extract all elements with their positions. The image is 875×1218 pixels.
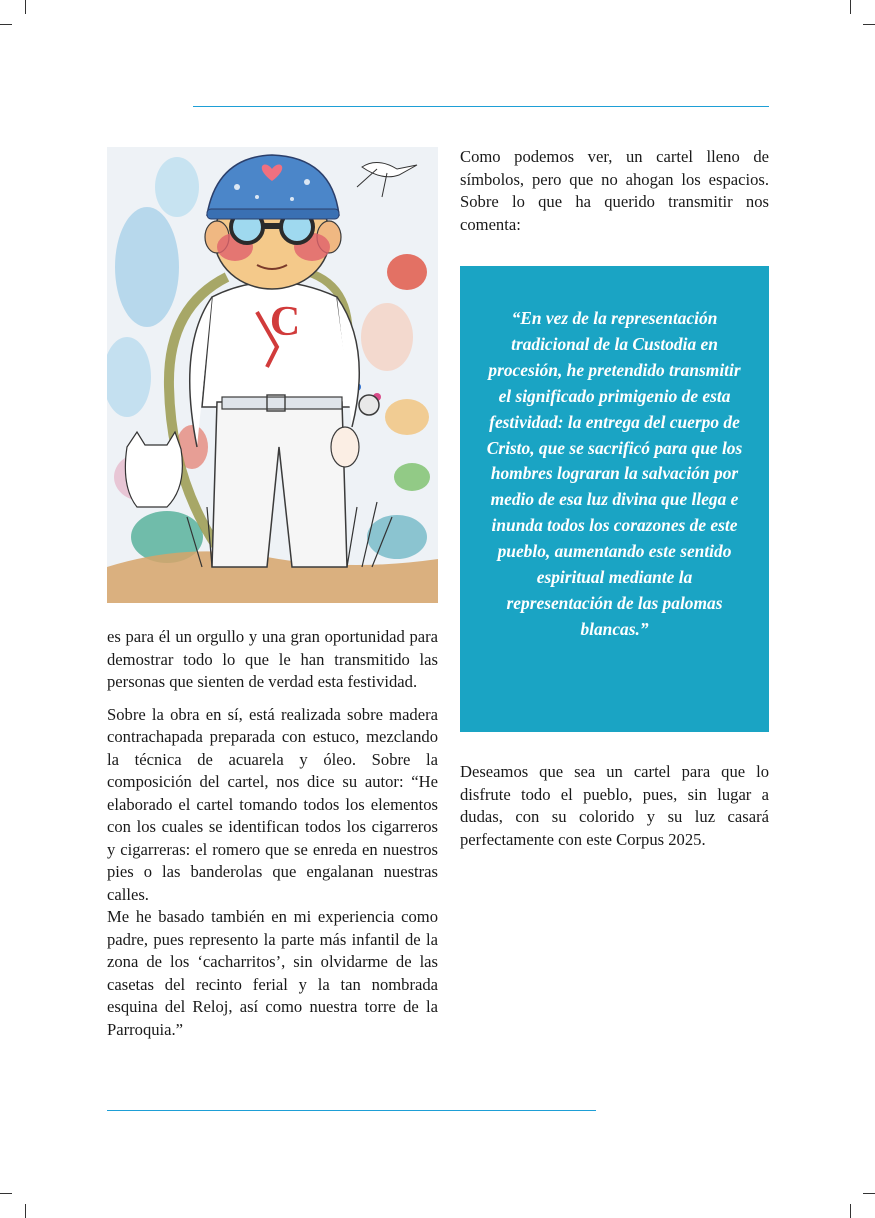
crop-mark — [863, 1193, 875, 1194]
intro-paragraph — [460, 146, 769, 236]
crop-mark — [25, 1204, 26, 1218]
paragraph: es para él un orgullo y una gran oportunidad para demostrar todo lo que le han transmitido las personas que sienten de verdad esta festividad. — [107, 627, 438, 691]
crop-mark — [863, 24, 875, 25]
crop-mark — [25, 0, 26, 14]
crop-mark — [0, 1193, 12, 1194]
quote-box — [460, 266, 769, 732]
header-rule — [193, 106, 769, 107]
paragraph: Me he basado también en mi experiencia como padre, pues represento la parte más infantil de la zona de los ‘cacharritos’, sin olvidarme de las casetas del recinto ferial y la tan nombrada esquina del Reloj, así como nuestra torre de la Parroquia.” — [107, 907, 438, 1039]
crop-mark — [850, 1204, 851, 1218]
intro-text: Como podemos ver, un cartel lleno de símbolos, pero que no ahogan los espacios. Sobre lo que ha querido transmitir nos comenta: — [460, 147, 769, 234]
footer-rule — [107, 1110, 596, 1111]
shirt-letter: C — [269, 299, 301, 345]
poster-illustration — [107, 147, 438, 603]
closing-paragraph — [460, 761, 769, 851]
paragraph: Sobre la obra en sí, está realizada sobre madera contrachapada preparada con estuco, mezclando la técnica de acuarela y óleo. Sobre la composición del cartel, nos dice su autor: “He elaborado el cartel tomando todos los elementos con los cuales se identifican todos los cigarreros y cigarreras: el romero que se enreda en nuestros pies o las banderolas que engalanan nuestras calles. — [107, 704, 438, 904]
crop-mark — [0, 24, 12, 25]
closing-text: Deseamos que sea un cartel para que lo disfrute todo el pueblo, pues, sin lugar a dudas, con su colorido y su luz casará perfectamente con este Corpus 2025. — [460, 762, 769, 849]
author-quote: “En vez de la representación tradicional de la Custodia en procesión, he pretendido transmitir el significado primigenio de esta festividad: la entrega del cuerpo de Cristo, que se sacrificó para que los hombres lograran la salvación por medio de esa luz divina que llega e inunda todos los corazones de este pueblo, aumentando este sentido espiritual mediante la representación de las palomas blancas.” — [486, 308, 743, 639]
crop-mark — [850, 0, 851, 14]
left-column — [107, 626, 438, 1041]
